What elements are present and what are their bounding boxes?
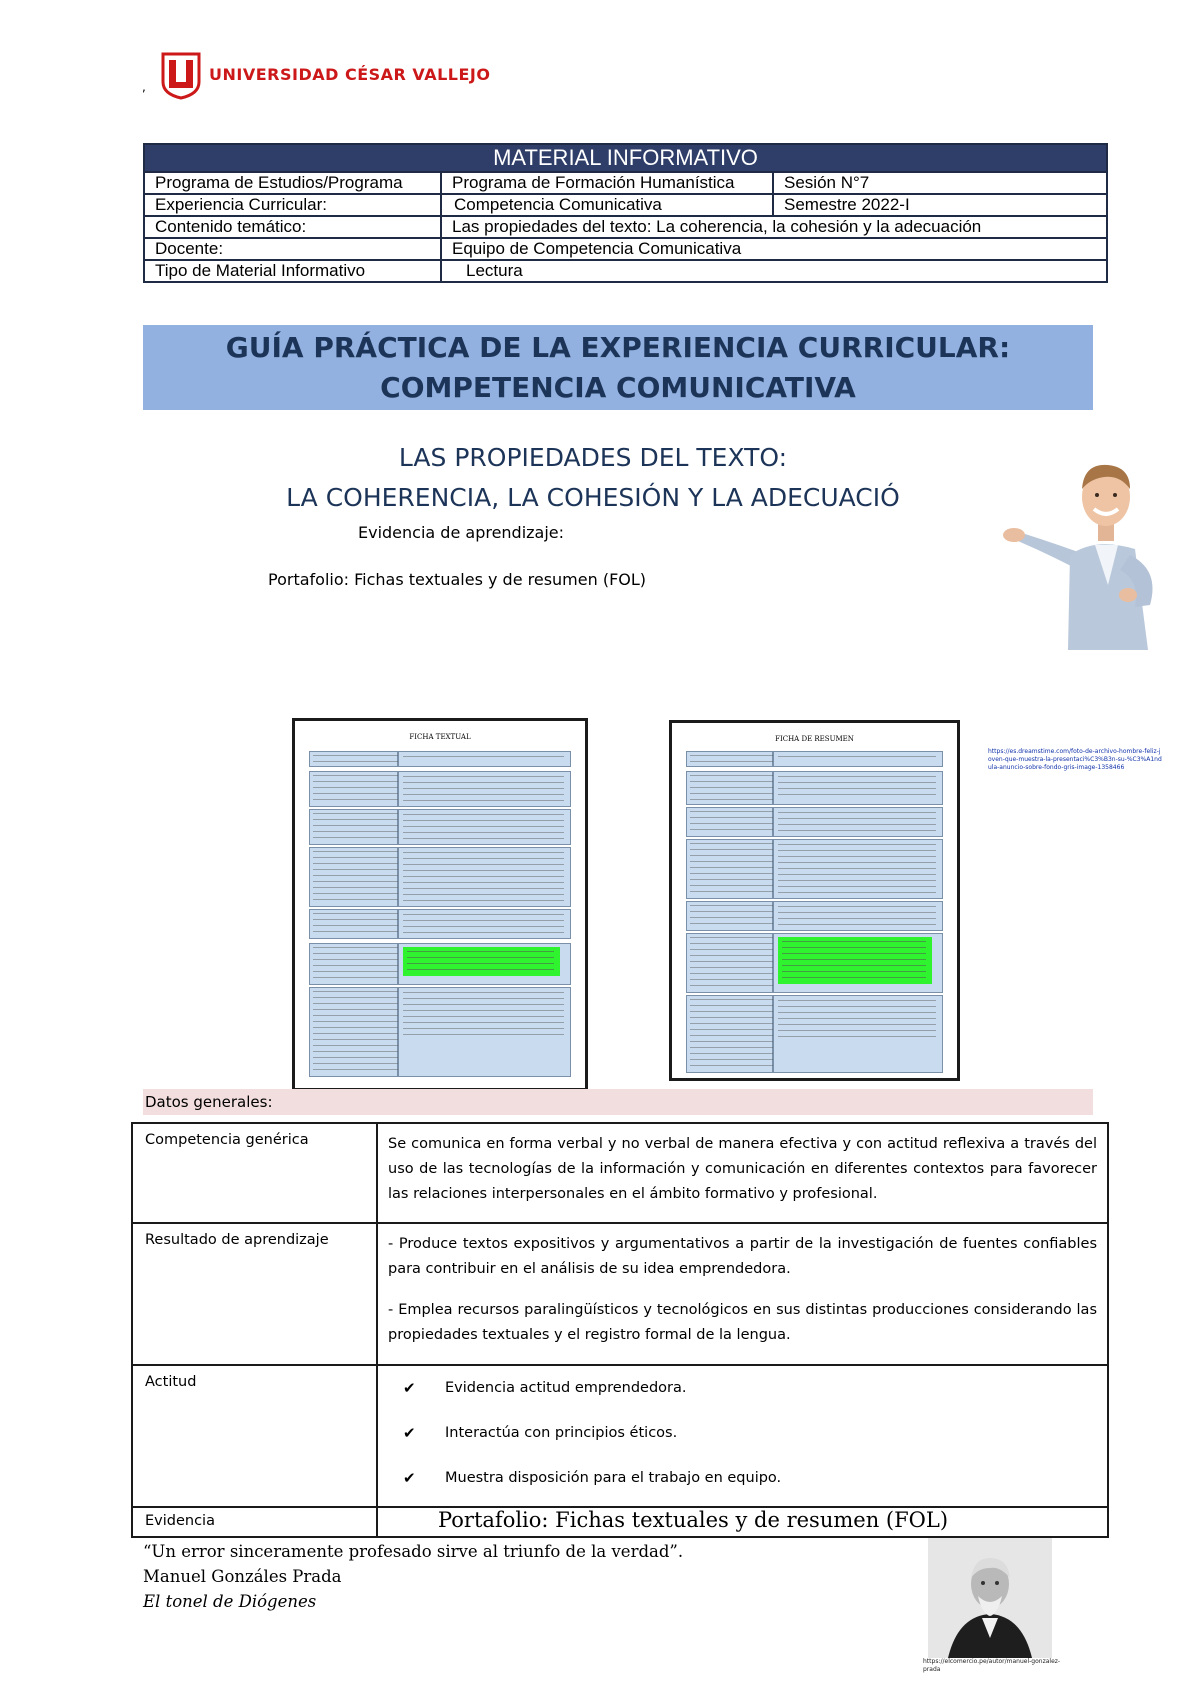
table-row — [144, 216, 1107, 238]
resultado-label: Resultado de aprendizaje — [132, 1223, 377, 1365]
actitud-item: Interactúa con principios éticos. — [445, 1425, 678, 1441]
info-extra: Semestre 2022-I — [773, 194, 1107, 216]
portfolio-text: Portafolio: Fichas textuales y de resumen (FOL) — [268, 570, 647, 589]
banner-line-2: COMPETENCIA COMUNICATIVA — [380, 371, 856, 404]
info-table — [143, 143, 1108, 283]
list-item — [388, 1366, 1097, 1411]
list-item — [388, 1411, 1097, 1456]
info-value: Competencia Comunicativa — [441, 194, 773, 216]
banner-line-1: GUÍA PRÁCTICA DE LA EXPERIENCIA CURRICULAR: — [225, 331, 1011, 364]
resultado-item-2: - Emplea recursos paralingüísticos y tecnológicos en sus distintas producciones considerando las propiedades textuales y el registro formal de la lengua. — [388, 1302, 1097, 1343]
info-value: Equipo de Competencia Comunicativa — [441, 238, 1107, 260]
table-row — [132, 1123, 1108, 1223]
actitud-label: Actitud — [132, 1365, 377, 1507]
datos-generales-table — [131, 1122, 1109, 1538]
checkmark-icon: ✔ — [403, 1469, 416, 1487]
image-source-link[interactable]: https://es.dreamstime.com/foto-de-archivo-hombre-feliz-joven-que-muestra-la-presentaci%C3%B3n-su-%C3%A1ndula-anuncio-sobre-fondo-gris-image-1358466 — [988, 748, 1162, 771]
subtitle-line-2: LA COHERENCIA, LA COHESIÓN Y LA ADECUACIÓ — [286, 483, 900, 512]
ficha-resumen-thumbnail — [669, 720, 960, 1081]
guide-banner — [143, 325, 1093, 410]
stray-mark: , — [142, 80, 146, 94]
checkmark-icon: ✔ — [403, 1424, 416, 1442]
table-row — [144, 172, 1107, 194]
competencia-label: Competencia genérica — [132, 1123, 377, 1223]
table-row — [132, 1365, 1108, 1507]
quote-author: Manuel Gonzáles Prada — [143, 1567, 342, 1586]
info-label: Tipo de Material Informativo — [144, 260, 441, 282]
info-value: Programa de Formación Humanística — [441, 172, 773, 194]
quote-text: “Un error sinceramente profesado sirve al triunfo de la verdad”. — [143, 1542, 684, 1561]
table-row — [132, 1507, 1108, 1537]
shield-logo-icon — [161, 52, 201, 100]
university-logo — [161, 52, 491, 102]
university-name: UNIVERSIDAD CÉSAR VALLEJO — [209, 65, 491, 84]
quote-work: El tonel de Diógenes — [143, 1592, 317, 1611]
author-portrait-image — [928, 1538, 1052, 1658]
table-row — [144, 194, 1107, 216]
competencia-text: Se comunica en forma verbal y no verbal de manera efectiva y con actitud reflexiva a través del uso de las tecnologías de la información y comunicación en diferentes contextos para favorecer las relaciones interpersonales en el ámbito formativo y profesional. — [377, 1123, 1108, 1223]
evidence-label: Evidencia de aprendizaje: — [358, 523, 565, 542]
table-row — [144, 260, 1107, 282]
subtitle-line-1: LAS PROPIEDADES DEL TEXTO: — [398, 443, 788, 472]
thumbnail-title: FICHA DE RESUMEN — [775, 735, 854, 743]
person-presenting-image — [1000, 445, 1190, 650]
resultado-item-1: - Produce textos expositivos y argumentativos a partir de la investigación de fuentes confiables para contribuir en el análisis de su idea emprendedora. — [388, 1236, 1097, 1277]
quote-block — [143, 1539, 683, 1614]
info-label: Contenido temático: — [144, 216, 441, 238]
ficha-textual-thumbnail — [292, 718, 588, 1091]
info-label: Programa de Estudios/Programa — [144, 172, 441, 194]
datos-generales-title: Datos generales: — [143, 1089, 1093, 1115]
table-row — [132, 1223, 1108, 1365]
info-table-heading: MATERIAL INFORMATIVO — [144, 144, 1107, 172]
portrait-source-link[interactable]: https://elcomercio.pe/autor/manuel-gonzalez-prada — [923, 1658, 1061, 1673]
checkmark-icon: ✔ — [403, 1379, 416, 1397]
info-label: Experiencia Curricular: — [144, 194, 441, 216]
actitud-item: Muestra disposición para el trabajo en equipo. — [445, 1470, 782, 1486]
thumbnail-title: FICHA TEXTUAL — [409, 733, 471, 741]
list-item — [388, 1456, 1097, 1501]
info-label: Docente: — [144, 238, 441, 260]
info-value: Las propiedades del texto: La coherencia, la cohesión y la adecuación — [441, 216, 1107, 238]
info-value: Lectura — [441, 260, 1107, 282]
evidencia-label: Evidencia — [132, 1507, 377, 1537]
table-row — [144, 238, 1107, 260]
info-extra: Sesión N°7 — [773, 172, 1107, 194]
evidencia-text: Portafolio: Fichas textuales y de resumen (FOL) — [438, 1508, 949, 1532]
actitud-item: Evidencia actitud emprendedora. — [445, 1380, 687, 1396]
